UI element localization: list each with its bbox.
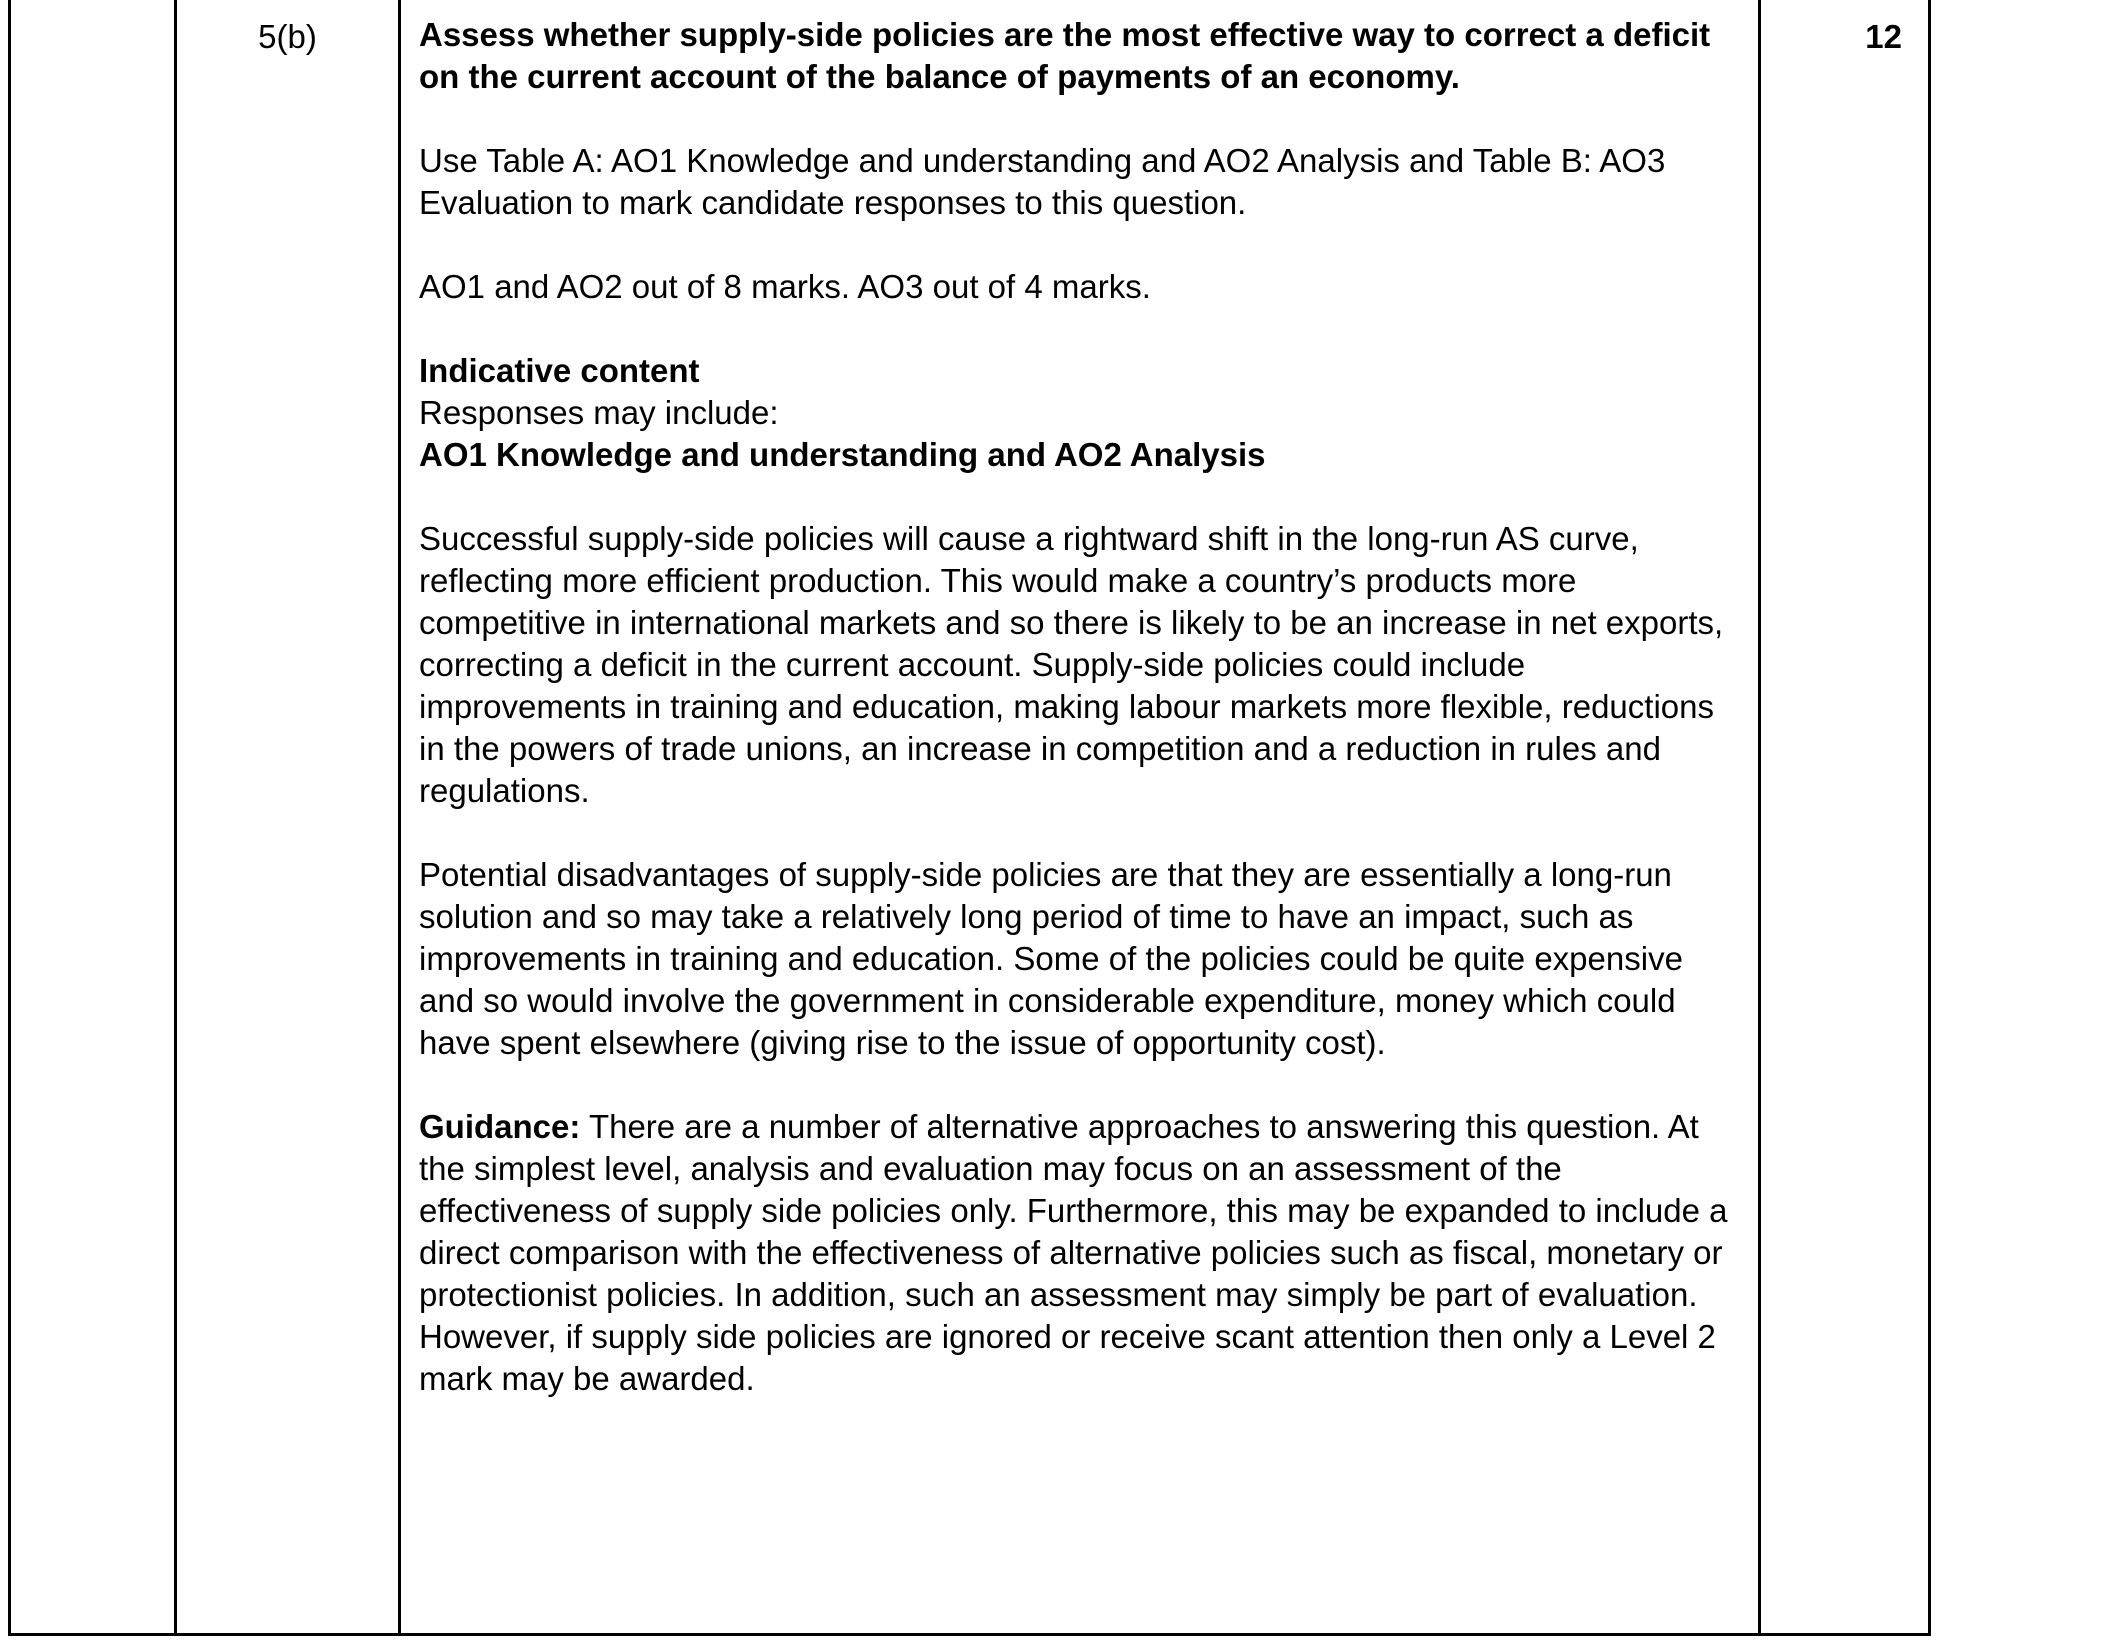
marks-cell (1761, 0, 1931, 1633)
question-number: 5(b) (258, 18, 317, 55)
analysis-paragraph: Successful supply-side policies will cause a rightward shift in the long-run AS curve, reflecting more efficient production. This would make a country’s products more competitive in international markets and so there is likely to be an increase in net exports, correcting a deficit in the current account. Supply-side policies could include improvements in training and education, making labour markets more flexible, reductions in the powers of trade unions, an increase in competition and a reduction in rules and regulations. (419, 520, 1724, 809)
marks-value: 12 (1865, 18, 1902, 55)
indicative-content-heading: Indicative content (419, 352, 700, 389)
guidance-label: Guidance: (419, 1108, 581, 1145)
answer-content (401, 0, 1758, 1400)
marks-allocation-note: AO1 and AO2 out of 8 marks. AO3 out of 4 marks. (419, 268, 1151, 305)
question-cell (177, 0, 401, 1633)
question-heading: Assess whether supply-side policies are the most effective way to correct a deficit on the current account of the balance of payments of an economy. (419, 16, 1711, 95)
tables-instruction: Use Table A: AO1 Knowledge and understanding and AO2 Analysis and Table B: AO3 Evaluation to mark candidate responses to this question. (419, 142, 1666, 221)
guidance-paragraph (419, 1106, 1732, 1400)
guidance-text: There are a number of alternative approaches to answering this question. At the simplest level, analysis and evaluation may focus on an assessment of the effectiveness of supply side policies only. Furthermore, this may be expanded to include a direct comparison with the effectiveness of alternative policies such as fiscal, monetary or protectionist policies. In addition, such an assessment may simply be part of evaluation. However, if supply side policies are ignored or receive scant attention then only a Level 2 mark may be awarded. (419, 1108, 1728, 1397)
responses-intro-line: Responses may include: (419, 394, 779, 431)
ao-heading: AO1 Knowledge and understanding and AO2 Analysis (419, 436, 1266, 473)
spacer-column-left (11, 0, 177, 1633)
mark-scheme-table (8, 0, 1931, 1636)
disadvantages-paragraph: Potential disadvantages of supply-side policies are that they are essentially a long-run solution and so may take a relatively long period of time to have an impact, such as improvements in training and education. Some of the policies could be quite expensive and so would involve the government in considerable expenditure, money which could have spent elsewhere (giving rise to the issue of opportunity cost). (419, 856, 1683, 1061)
answer-cell (401, 0, 1761, 1633)
indicative-content-block (419, 350, 1732, 476)
